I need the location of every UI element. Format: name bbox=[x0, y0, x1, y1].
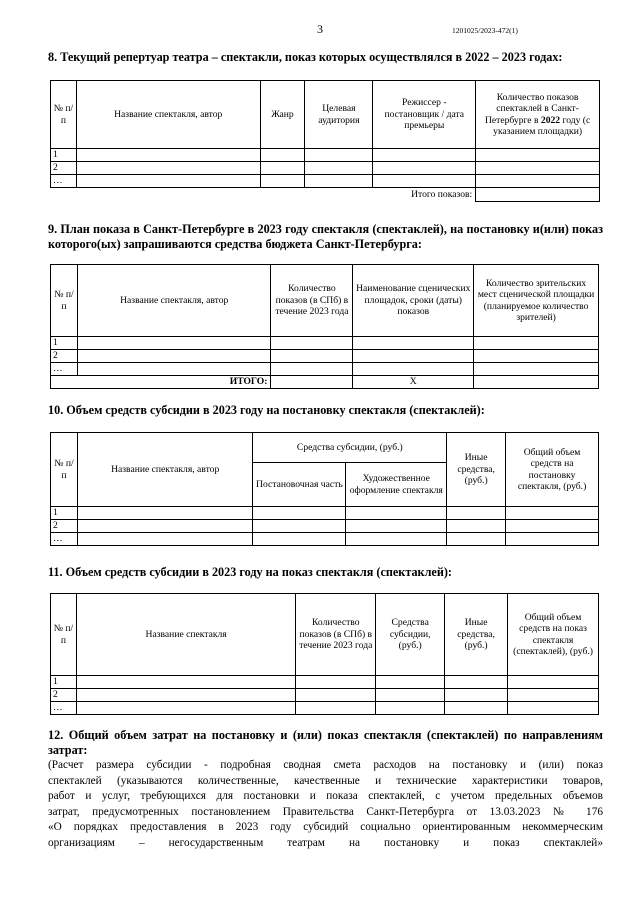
section-8-table bbox=[50, 80, 600, 202]
total-shows-label: Итого показов: bbox=[373, 188, 476, 202]
section-11-table bbox=[50, 593, 599, 715]
table-row: … bbox=[51, 702, 599, 715]
col-header-show-count: Количество показов (в СПб) в течение 2023 года bbox=[271, 265, 353, 337]
col-header-total: Общий объем средств на постановку спектакля, (руб.) bbox=[506, 433, 599, 507]
document-number: 1201025/2023-472(1) bbox=[452, 26, 518, 35]
table-row: 1 bbox=[51, 149, 600, 162]
section-12-text bbox=[48, 758, 603, 851]
col-header-director: Режиссер - постановщик / дата премьеры bbox=[373, 81, 476, 149]
paragraph-line: организациям – негосударственным театрам на постановку и показ спектаклей» bbox=[48, 836, 603, 849]
col-header-production: Постановочная часть bbox=[253, 463, 346, 507]
table-row: 1 bbox=[51, 337, 599, 350]
page-number: 3 bbox=[317, 22, 323, 36]
section-11-title: 11. Объем средств субсидии в 2023 году на показ спектакля (спектаклей): bbox=[48, 565, 452, 579]
table-row: … bbox=[51, 533, 599, 546]
table-row: 2 bbox=[51, 520, 599, 533]
table-row: 1 bbox=[51, 676, 599, 689]
col-header-seats: Количество зрительских мест сценической площадки (планируемое количество зрителей) bbox=[474, 265, 599, 337]
section-9-title: 9. План показа в Санкт-Петербурге в 2023 году спектакля (спектаклей), на постановку и(или) показ которого(ых) запрашиваются средства бюджета Санкт-Петербурга: bbox=[48, 222, 603, 251]
col-header-total: Общий объем средств на показ спектакля (спектаклей), (руб.) bbox=[508, 594, 599, 676]
section-8-title: 8. Текущий репертуар театра – спектакли, показ которых осуществлялся в 2022 – 2023 годах: bbox=[48, 50, 563, 64]
col-header-subsidy: Средства субсидии, (руб.) bbox=[376, 594, 445, 676]
paragraph-line: (Расчет размера субсидии - подробная сводная смета расходов на постановку и (или) показ bbox=[48, 759, 603, 771]
col-header-name: Название спектакля, автор bbox=[77, 265, 271, 337]
col-header-number: № п/п bbox=[51, 265, 78, 337]
total-row bbox=[51, 188, 600, 202]
col-header-name: Название спектакля, автор bbox=[77, 433, 252, 507]
section-12-title: 12. Общий объем затрат на постановку и (или) показ спектакля (спектаклей) по направлениям затрат: bbox=[48, 728, 603, 757]
total-x-mark: Х bbox=[353, 376, 474, 389]
col-header-audience: Целевая аудитория bbox=[305, 81, 373, 149]
col-header-genre: Жанр bbox=[260, 81, 305, 149]
col-header-other-funds: Иные средства, (руб.) bbox=[445, 594, 508, 676]
paragraph-line: «О порядках предоставления в 2023 году субсидий социально ориентированным некоммерческим bbox=[48, 821, 603, 833]
section-10-table bbox=[50, 432, 599, 546]
table-row: 2 bbox=[51, 689, 599, 702]
total-row bbox=[51, 376, 599, 389]
col-header-art-design: Художественное оформление спектакля bbox=[346, 463, 447, 507]
col-header-show-count: Количество показов (в СПб) в течение 2023 года bbox=[296, 594, 376, 676]
table-row: … bbox=[51, 175, 600, 188]
section-9-table bbox=[50, 264, 599, 389]
paragraph-line: затрат, предусмотренных постановлением Правительства Санкт-Петербурга от 13.03.2023 № 176 bbox=[48, 805, 603, 818]
paragraph-line: спектаклей (указываются количественные, качественные и технические характеристики товаров, bbox=[48, 774, 603, 787]
col-header-number: № п/п bbox=[51, 594, 77, 676]
paragraph-line: работ и услуг, требующихся для постановки и показа спектаклей, с учетом предельных объемов bbox=[48, 790, 603, 802]
table-row: 2 bbox=[51, 162, 600, 175]
table-row: 1 bbox=[51, 507, 599, 520]
section-10-title: 10. Объем средств субсидии в 2023 году на постановку спектакля (спектаклей): bbox=[48, 403, 485, 417]
col-header-number: № п/п bbox=[51, 433, 78, 507]
col-header-other-funds: Иные средства, (руб.) bbox=[447, 433, 506, 507]
col-header-name: Название спектакля bbox=[76, 594, 295, 676]
total-label: ИТОГО: bbox=[51, 376, 271, 389]
col-header-venues: Наименование сценических площадок, сроки (даты) показов bbox=[353, 265, 474, 337]
col-header-number: № п/п bbox=[51, 81, 77, 149]
table-row: … bbox=[51, 363, 599, 376]
col-header-subsidy: Средства субсидии, (руб.) bbox=[253, 433, 447, 463]
col-header-name: Название спектакля, автор bbox=[76, 81, 260, 149]
table-row: 2 bbox=[51, 350, 599, 363]
col-header-show-count: Количество показов спектаклей в Санкт-Петербурге в 2022 году (с указанием площадки) bbox=[476, 81, 600, 149]
